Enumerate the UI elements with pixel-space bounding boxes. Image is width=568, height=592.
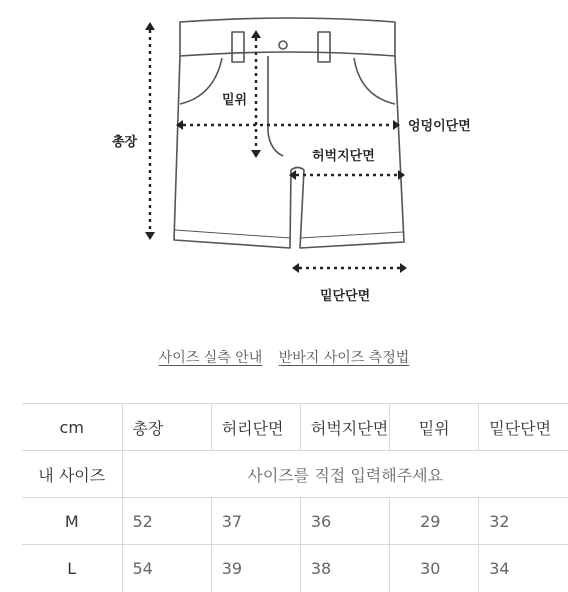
table-header-row (22, 404, 568, 451)
table-row (22, 498, 568, 545)
value-cell: 39 (211, 545, 300, 592)
label-hem-width: 밑단단면 (320, 289, 371, 304)
value-cell: 52 (122, 498, 211, 545)
my-size-input[interactable]: 사이즈를 직접 입력해주세요 (122, 451, 568, 498)
label-hip-width: 엉덩이단면 (408, 119, 471, 134)
size-table (22, 403, 568, 592)
size-cell: M (22, 498, 122, 545)
label-thigh-width: 허벅지단면 (312, 149, 375, 164)
my-size-row (22, 451, 568, 498)
measure-links (0, 347, 568, 367)
header-hem: 밑단단면 (479, 404, 568, 451)
header-unit: cm (22, 404, 122, 451)
label-rise: 밑위 (222, 93, 248, 108)
value-cell: 36 (300, 498, 389, 545)
shorts-measure-link[interactable]: 반바지 사이즈 측정법 (278, 350, 410, 366)
value-cell: 37 (211, 498, 300, 545)
value-cell: 30 (390, 545, 479, 592)
value-cell: 34 (479, 545, 568, 592)
value-cell: 54 (122, 545, 211, 592)
arrowheads (145, 22, 407, 273)
header-total-length: 총장 (122, 404, 211, 451)
shorts-illustration (174, 18, 404, 248)
value-cell: 29 (390, 498, 479, 545)
table-row (22, 545, 568, 592)
header-waist: 허리단면 (211, 404, 300, 451)
value-cell: 32 (479, 498, 568, 545)
value-cell: 38 (300, 545, 389, 592)
my-size-label: 내 사이즈 (22, 451, 122, 498)
label-total-length: 총장 (112, 135, 138, 150)
header-rise: 밑위 (390, 404, 479, 451)
size-guide-link[interactable]: 사이즈 실측 안내 (158, 350, 263, 366)
size-cell: L (22, 545, 122, 592)
header-thigh: 허벅지단면 (300, 404, 389, 451)
